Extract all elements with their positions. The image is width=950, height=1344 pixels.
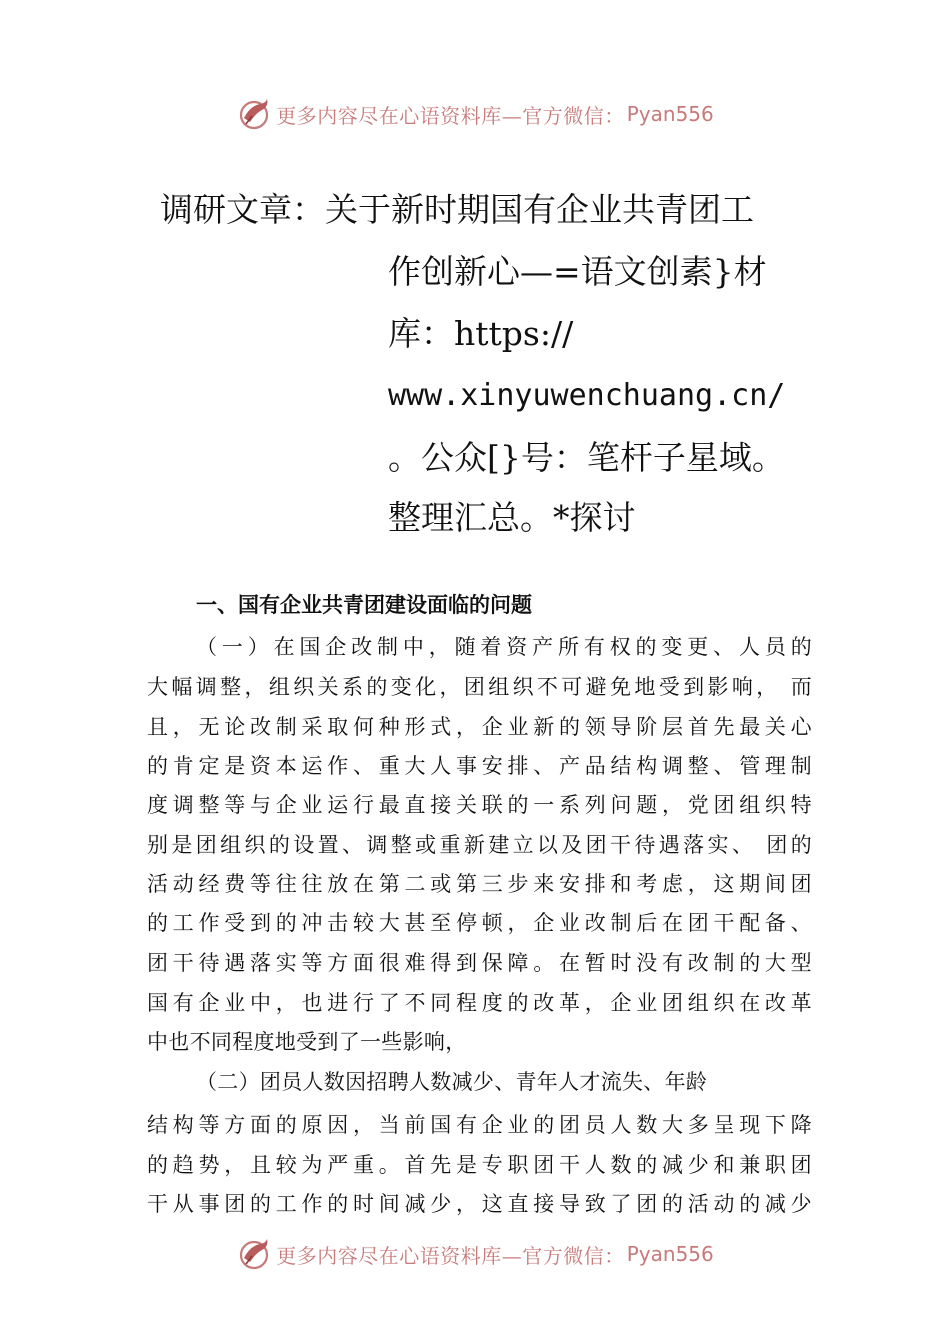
watermark-wechat-id: Pyan556 (626, 1242, 714, 1266)
paragraph-line: 的肯定是资本运作、重大人事安排、产品结构调整、管理制 (147, 754, 812, 778)
paragraph-line: 活动经费等往往放在第二或第三步来安排和考虑，这期间团 (147, 872, 812, 896)
paragraph-line: 度调整等与企业运行最直接关联的一系列问题，党团组织特 (147, 793, 812, 817)
title-line-6: 整理汇总。*探讨 (388, 498, 636, 537)
title-line-4: www.xinyuwenchuang.cn/ (388, 378, 786, 413)
paragraph-line: 国有企业中，也进行了不同程度的改革，企业团组织在改革 (147, 991, 812, 1015)
paragraph-line: （二）团员人数因招聘人数减少、青年人才流失、年龄 (196, 1070, 708, 1094)
paragraph-line: 大幅调整，组织关系的变化，团组织不可避免地受到影响， 而 (147, 675, 812, 699)
watermark-text: 更多内容尽在心语资料库—官方微信： (276, 103, 625, 128)
title-line-2: 作创新心—=语文创素}材 (388, 252, 767, 291)
paragraph-line: 中也不同程度地受到了一些影响， (147, 1030, 467, 1054)
watermark-text: 更多内容尽在心语资料库—官方微信： (276, 1243, 625, 1268)
paragraph-line: 干从事团的工作的时间减少，这直接导致了团的活动的减少 (147, 1192, 812, 1216)
paragraph-line: 且，无论改制采取何种形式，企业新的领导阶层首先最关心 (147, 715, 812, 739)
title-line-3: 库：https:// (388, 314, 574, 353)
header-watermark (0, 92, 950, 136)
title-line-5: 。公众[}号：笔杆子星域。 (388, 438, 785, 477)
watermark-wechat-id: Pyan556 (626, 102, 714, 126)
paragraph-line: 的工作受到的冲击较大甚至停顿，企业改制后在团干配备、 (147, 911, 812, 935)
paragraph-line: 结构等方面的原因，当前国有企业的团员人数大多呈现下降 (147, 1113, 812, 1137)
title-line-1: 调研文章：关于新时期国有企业共青团工 (160, 190, 754, 229)
paragraph-line: （一）在国企改制中，随着资产所有权的变更、人员的 (196, 635, 812, 659)
section-heading: 一、国有企业共青团建设面临的问题 (196, 592, 532, 617)
paragraph-line: 别是团组织的设置、调整或重新建立以及团干待遇落实、 团的 (147, 833, 812, 857)
paragraph-line: 的趋势，且较为严重。首先是专职团干人数的减少和兼职团 (147, 1153, 812, 1177)
footer-watermark (0, 1232, 950, 1276)
pen-logo-icon (236, 1236, 272, 1272)
pen-logo-icon (236, 96, 272, 132)
paragraph-line: 团干待遇落实等方面很难得到保障。在暂时没有改制的大型 (147, 951, 812, 975)
